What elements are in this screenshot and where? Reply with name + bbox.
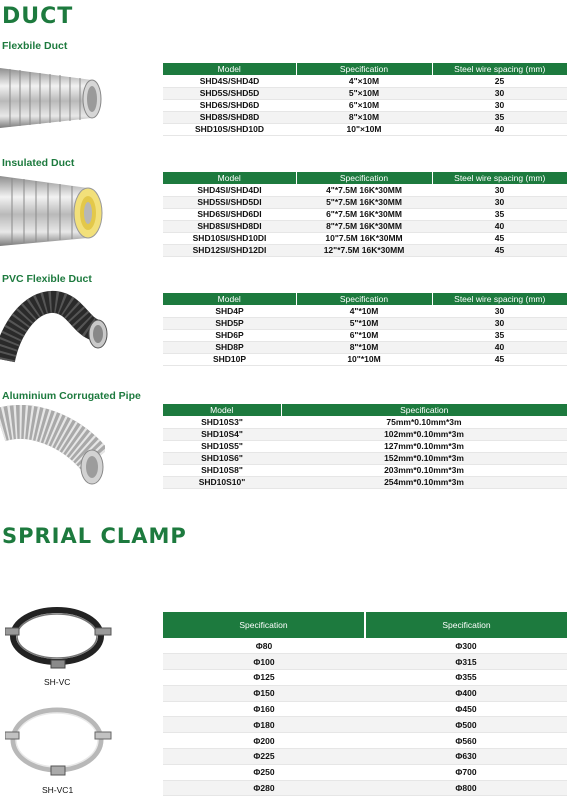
insulated-duct-table xyxy=(163,172,567,257)
table-row xyxy=(163,701,567,717)
table-row xyxy=(163,341,567,353)
model-cell: SHD6SI/SHD6DI xyxy=(163,208,296,220)
column-header: Steel wire spacing (mm) xyxy=(432,63,567,75)
spacing-cell: 35 xyxy=(432,208,567,220)
spacing-cell: 40 xyxy=(432,123,567,135)
column-header: Specification xyxy=(281,404,567,416)
spec-cell: 6"*7.5M 16K*30MM xyxy=(296,208,432,220)
spec-cell: 203mm*0.10mm*3m xyxy=(281,464,567,476)
table-row xyxy=(163,353,567,365)
spec-cell: 75mm*0.10mm*3m xyxy=(281,416,567,428)
pvc-duct-title: PVC Flexible Duct xyxy=(2,273,92,285)
spec-cell: 10"*10M xyxy=(296,353,432,365)
spec-cell: Φ315 xyxy=(365,654,567,670)
spec-cell: 8"*7.5M 16K*30MM xyxy=(296,220,432,232)
aluminium-pipe-title: Aluminium Corrugated Pipe xyxy=(2,390,141,402)
column-header: Model xyxy=(163,293,296,305)
column-header: Specification xyxy=(296,293,432,305)
spec-cell: Φ150 xyxy=(163,685,365,701)
spec-cell: 102mm*0.10mm*3m xyxy=(281,428,567,440)
spacing-cell: 30 xyxy=(432,305,567,317)
model-cell: SHD8S/SHD8D xyxy=(163,111,296,123)
table-row xyxy=(163,305,567,317)
spacing-cell: 30 xyxy=(432,196,567,208)
model-cell: SHD6S/SHD6D xyxy=(163,99,296,111)
column-header: Steel wire spacing (mm) xyxy=(432,172,567,184)
spec-cell: 10"×10M xyxy=(296,123,432,135)
flexible-duct-title: Flexbile Duct xyxy=(2,40,68,52)
spec-cell: Φ500 xyxy=(365,717,567,733)
spacing-cell: 25 xyxy=(432,75,567,87)
spacing-cell: 40 xyxy=(432,341,567,353)
spec-cell: Φ160 xyxy=(163,701,365,717)
spacing-cell: 35 xyxy=(432,329,567,341)
duct-section-title: DUCT xyxy=(2,4,74,29)
spec-cell: 127mm*0.10mm*3m xyxy=(281,440,567,452)
spec-cell: Φ300 xyxy=(365,638,567,654)
model-cell: SHD5S/SHD5D xyxy=(163,87,296,99)
model-cell: SHD6P xyxy=(163,329,296,341)
table-row xyxy=(163,99,567,111)
model-cell: SHD10S10" xyxy=(163,476,281,488)
flexible-duct-image xyxy=(0,62,105,134)
spec-cell: Φ630 xyxy=(365,749,567,765)
spec-cell: 8"*10M xyxy=(296,341,432,353)
table-row xyxy=(163,440,567,452)
spec-cell: Φ200 xyxy=(163,733,365,749)
column-header: Steel wire spacing (mm) xyxy=(432,293,567,305)
spec-cell: Φ800 xyxy=(365,780,567,796)
spacing-cell: 30 xyxy=(432,184,567,196)
sh-vc1-caption: SH-VC1 xyxy=(42,785,74,795)
sh-vc1-clamp-image xyxy=(5,700,117,780)
spacing-cell: 30 xyxy=(432,87,567,99)
column-header: Model xyxy=(163,172,296,184)
model-cell: SHD10S5" xyxy=(163,440,281,452)
table-row xyxy=(163,232,567,244)
column-header: Specification xyxy=(296,172,432,184)
model-cell: SHD8P xyxy=(163,341,296,353)
spec-cell: Φ450 xyxy=(365,701,567,717)
spacing-cell: 30 xyxy=(432,317,567,329)
table-row xyxy=(163,764,567,780)
model-cell: SHD8SI/SHD8DI xyxy=(163,220,296,232)
table-row xyxy=(163,670,567,686)
column-header: Specification xyxy=(296,63,432,75)
spacing-cell: 30 xyxy=(432,99,567,111)
spec-cell: 4"*7.5M 16K*30MM xyxy=(296,184,432,196)
spec-cell: 4"×10M xyxy=(296,75,432,87)
spec-cell: Φ400 xyxy=(365,685,567,701)
table-row xyxy=(163,317,567,329)
model-cell: SHD4S/SHD4D xyxy=(163,75,296,87)
table-row xyxy=(163,196,567,208)
model-cell: SHD10S8" xyxy=(163,464,281,476)
model-cell: SHD10P xyxy=(163,353,296,365)
table-row xyxy=(163,476,567,488)
spacing-cell: 40 xyxy=(432,220,567,232)
spacing-cell: 35 xyxy=(432,111,567,123)
spec-cell: Φ80 xyxy=(163,638,365,654)
table-row xyxy=(163,244,567,256)
table-row xyxy=(163,208,567,220)
spec-cell: Φ125 xyxy=(163,670,365,686)
spec-cell: Φ100 xyxy=(163,654,365,670)
table-row xyxy=(163,464,567,476)
table-row xyxy=(163,654,567,670)
table-row xyxy=(163,87,567,99)
spec-cell: Φ355 xyxy=(365,670,567,686)
spacing-cell: 45 xyxy=(432,353,567,365)
model-cell: SHD10S6" xyxy=(163,452,281,464)
spacing-cell: 45 xyxy=(432,232,567,244)
table-row xyxy=(163,749,567,765)
spec-cell: 8"×10M xyxy=(296,111,432,123)
aluminium-pipe-table xyxy=(163,404,567,489)
model-cell: SHD5P xyxy=(163,317,296,329)
spec-cell: Φ180 xyxy=(163,717,365,733)
spec-cell: 5"*10M xyxy=(296,317,432,329)
spec-cell: 12"*7.5M 16K*30MM xyxy=(296,244,432,256)
table-row xyxy=(163,220,567,232)
clamp-spec-table xyxy=(163,612,567,796)
sh-vc-caption: SH-VC xyxy=(44,677,71,687)
spec-cell: 5"×10M xyxy=(296,87,432,99)
table-row xyxy=(163,428,567,440)
column-header: Model xyxy=(163,404,281,416)
spec-cell: 152mm*0.10mm*3m xyxy=(281,452,567,464)
table-row xyxy=(163,638,567,654)
table-row xyxy=(163,111,567,123)
spec-cell: 5"*7.5M 16K*30MM xyxy=(296,196,432,208)
spec-cell: Φ225 xyxy=(163,749,365,765)
flexible-duct-table xyxy=(163,63,567,136)
spec-cell: 10"7.5M 16K*30MM xyxy=(296,232,432,244)
spec-cell: Φ250 xyxy=(163,764,365,780)
table-row xyxy=(163,184,567,196)
table-row xyxy=(163,733,567,749)
pvc-duct-table xyxy=(163,293,567,366)
table-row xyxy=(163,717,567,733)
spec-cell: Φ560 xyxy=(365,733,567,749)
table-row xyxy=(163,75,567,87)
insulated-duct-image xyxy=(0,172,105,250)
spec-cell: Φ700 xyxy=(365,764,567,780)
table-row xyxy=(163,685,567,701)
column-header: Specification xyxy=(365,612,567,638)
model-cell: SHD10S/SHD10D xyxy=(163,123,296,135)
column-header: Specification xyxy=(163,612,365,638)
spacing-cell: 45 xyxy=(432,244,567,256)
clamp-section-title: SPRIAL CLAMP xyxy=(2,524,187,548)
model-cell: SHD4P xyxy=(163,305,296,317)
insulated-duct-title: Insulated Duct xyxy=(2,157,75,169)
spec-cell: 254mm*0.10mm*3m xyxy=(281,476,567,488)
spec-cell: 6"×10M xyxy=(296,99,432,111)
column-header: Model xyxy=(163,63,296,75)
table-row xyxy=(163,329,567,341)
sh-vc-clamp-image xyxy=(5,598,117,672)
table-row xyxy=(163,452,567,464)
model-cell: SHD12SI/SHD12DI xyxy=(163,244,296,256)
model-cell: SHD10SI/SHD10DI xyxy=(163,232,296,244)
aluminium-pipe-image xyxy=(0,405,105,490)
spec-cell: 4"*10M xyxy=(296,305,432,317)
model-cell: SHD10S3" xyxy=(163,416,281,428)
spec-cell: 6"*10M xyxy=(296,329,432,341)
model-cell: SHD5SI/SHD5DI xyxy=(163,196,296,208)
table-row xyxy=(163,416,567,428)
model-cell: SHD4SI/SHD4DI xyxy=(163,184,296,196)
pvc-duct-image xyxy=(0,290,110,370)
spec-cell: Φ280 xyxy=(163,780,365,796)
model-cell: SHD10S4" xyxy=(163,428,281,440)
table-row xyxy=(163,780,567,796)
table-row xyxy=(163,123,567,135)
